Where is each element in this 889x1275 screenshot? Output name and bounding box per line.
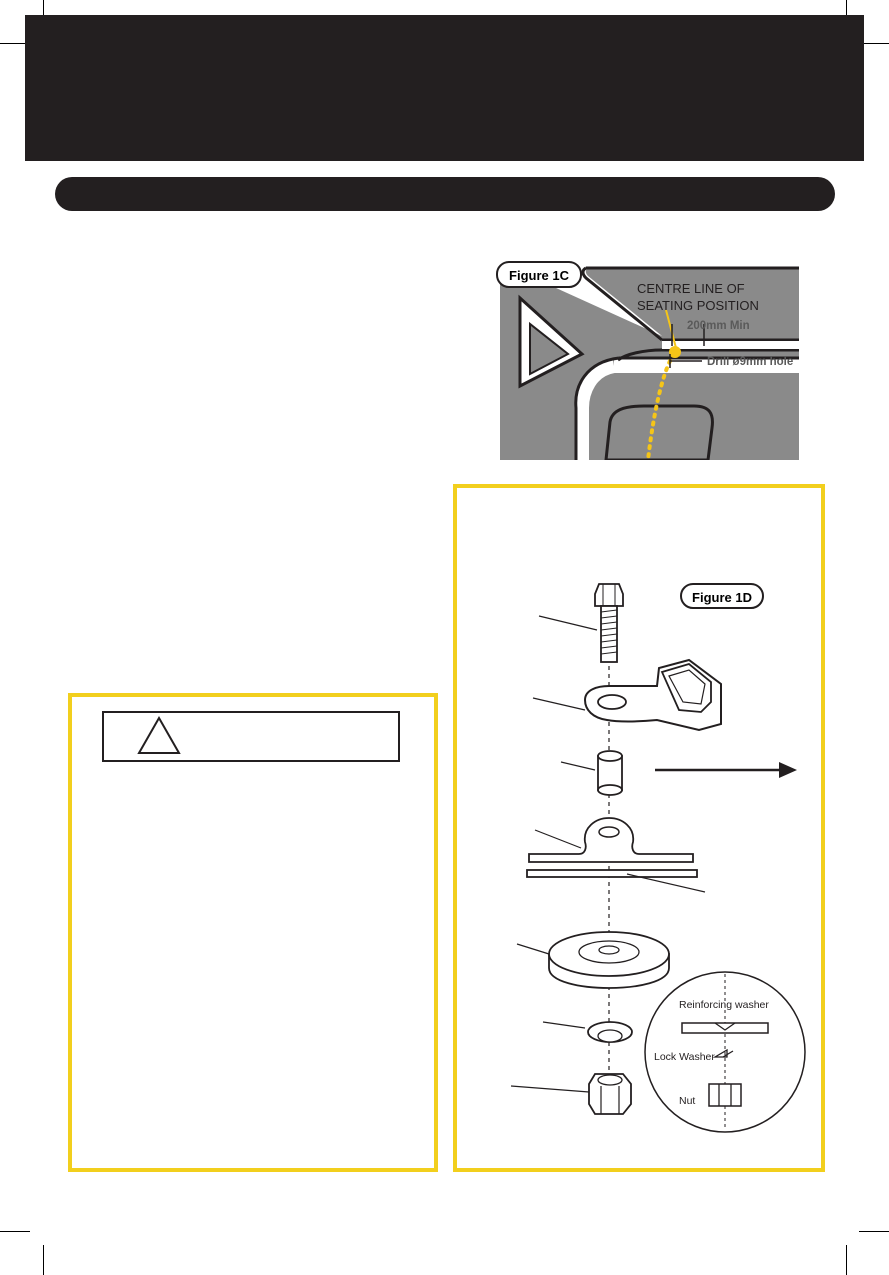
seat-back: [606, 406, 712, 460]
anchor-bracket: [585, 660, 721, 730]
figure-1d-label: Figure 1D: [692, 590, 752, 605]
warning-triangle-icon: [134, 715, 184, 757]
section-heading-bar: [55, 177, 835, 211]
figure-1d-panel: [453, 484, 825, 1172]
inset-label-reinforcing-washer: Reinforcing washer: [679, 999, 769, 1011]
drill-hole-label: Drill ø9mm hole: [707, 356, 794, 368]
bolt: [595, 584, 623, 662]
reinforcing-washer: [549, 932, 669, 988]
min-distance-label: 200mm Min: [687, 320, 750, 332]
page-header-bar: [25, 15, 864, 161]
warning-panel: [68, 693, 438, 1172]
figure-1c: [494, 258, 804, 460]
figure-1c-label: Figure 1C: [509, 268, 569, 283]
centre-line-label-2: SEATING POSITION: [637, 298, 759, 313]
spacer: [598, 751, 622, 795]
inset-label-nut: Nut: [679, 1095, 696, 1107]
crop-mark: [43, 1245, 44, 1275]
floor-plate: [527, 818, 697, 877]
crop-mark: [859, 1231, 889, 1232]
inset-label-lock-washer: Lock Washer: [654, 1051, 715, 1063]
nut: [589, 1074, 631, 1114]
assembly-detail-inset: [645, 972, 805, 1132]
lock-washer: [588, 1022, 632, 1042]
centre-line-label-1: CENTRE LINE OF: [637, 281, 745, 296]
crop-mark: [846, 1245, 847, 1275]
crop-mark: [0, 1231, 30, 1232]
warning-heading-box: [102, 711, 400, 762]
figure-1d: [457, 488, 821, 1168]
